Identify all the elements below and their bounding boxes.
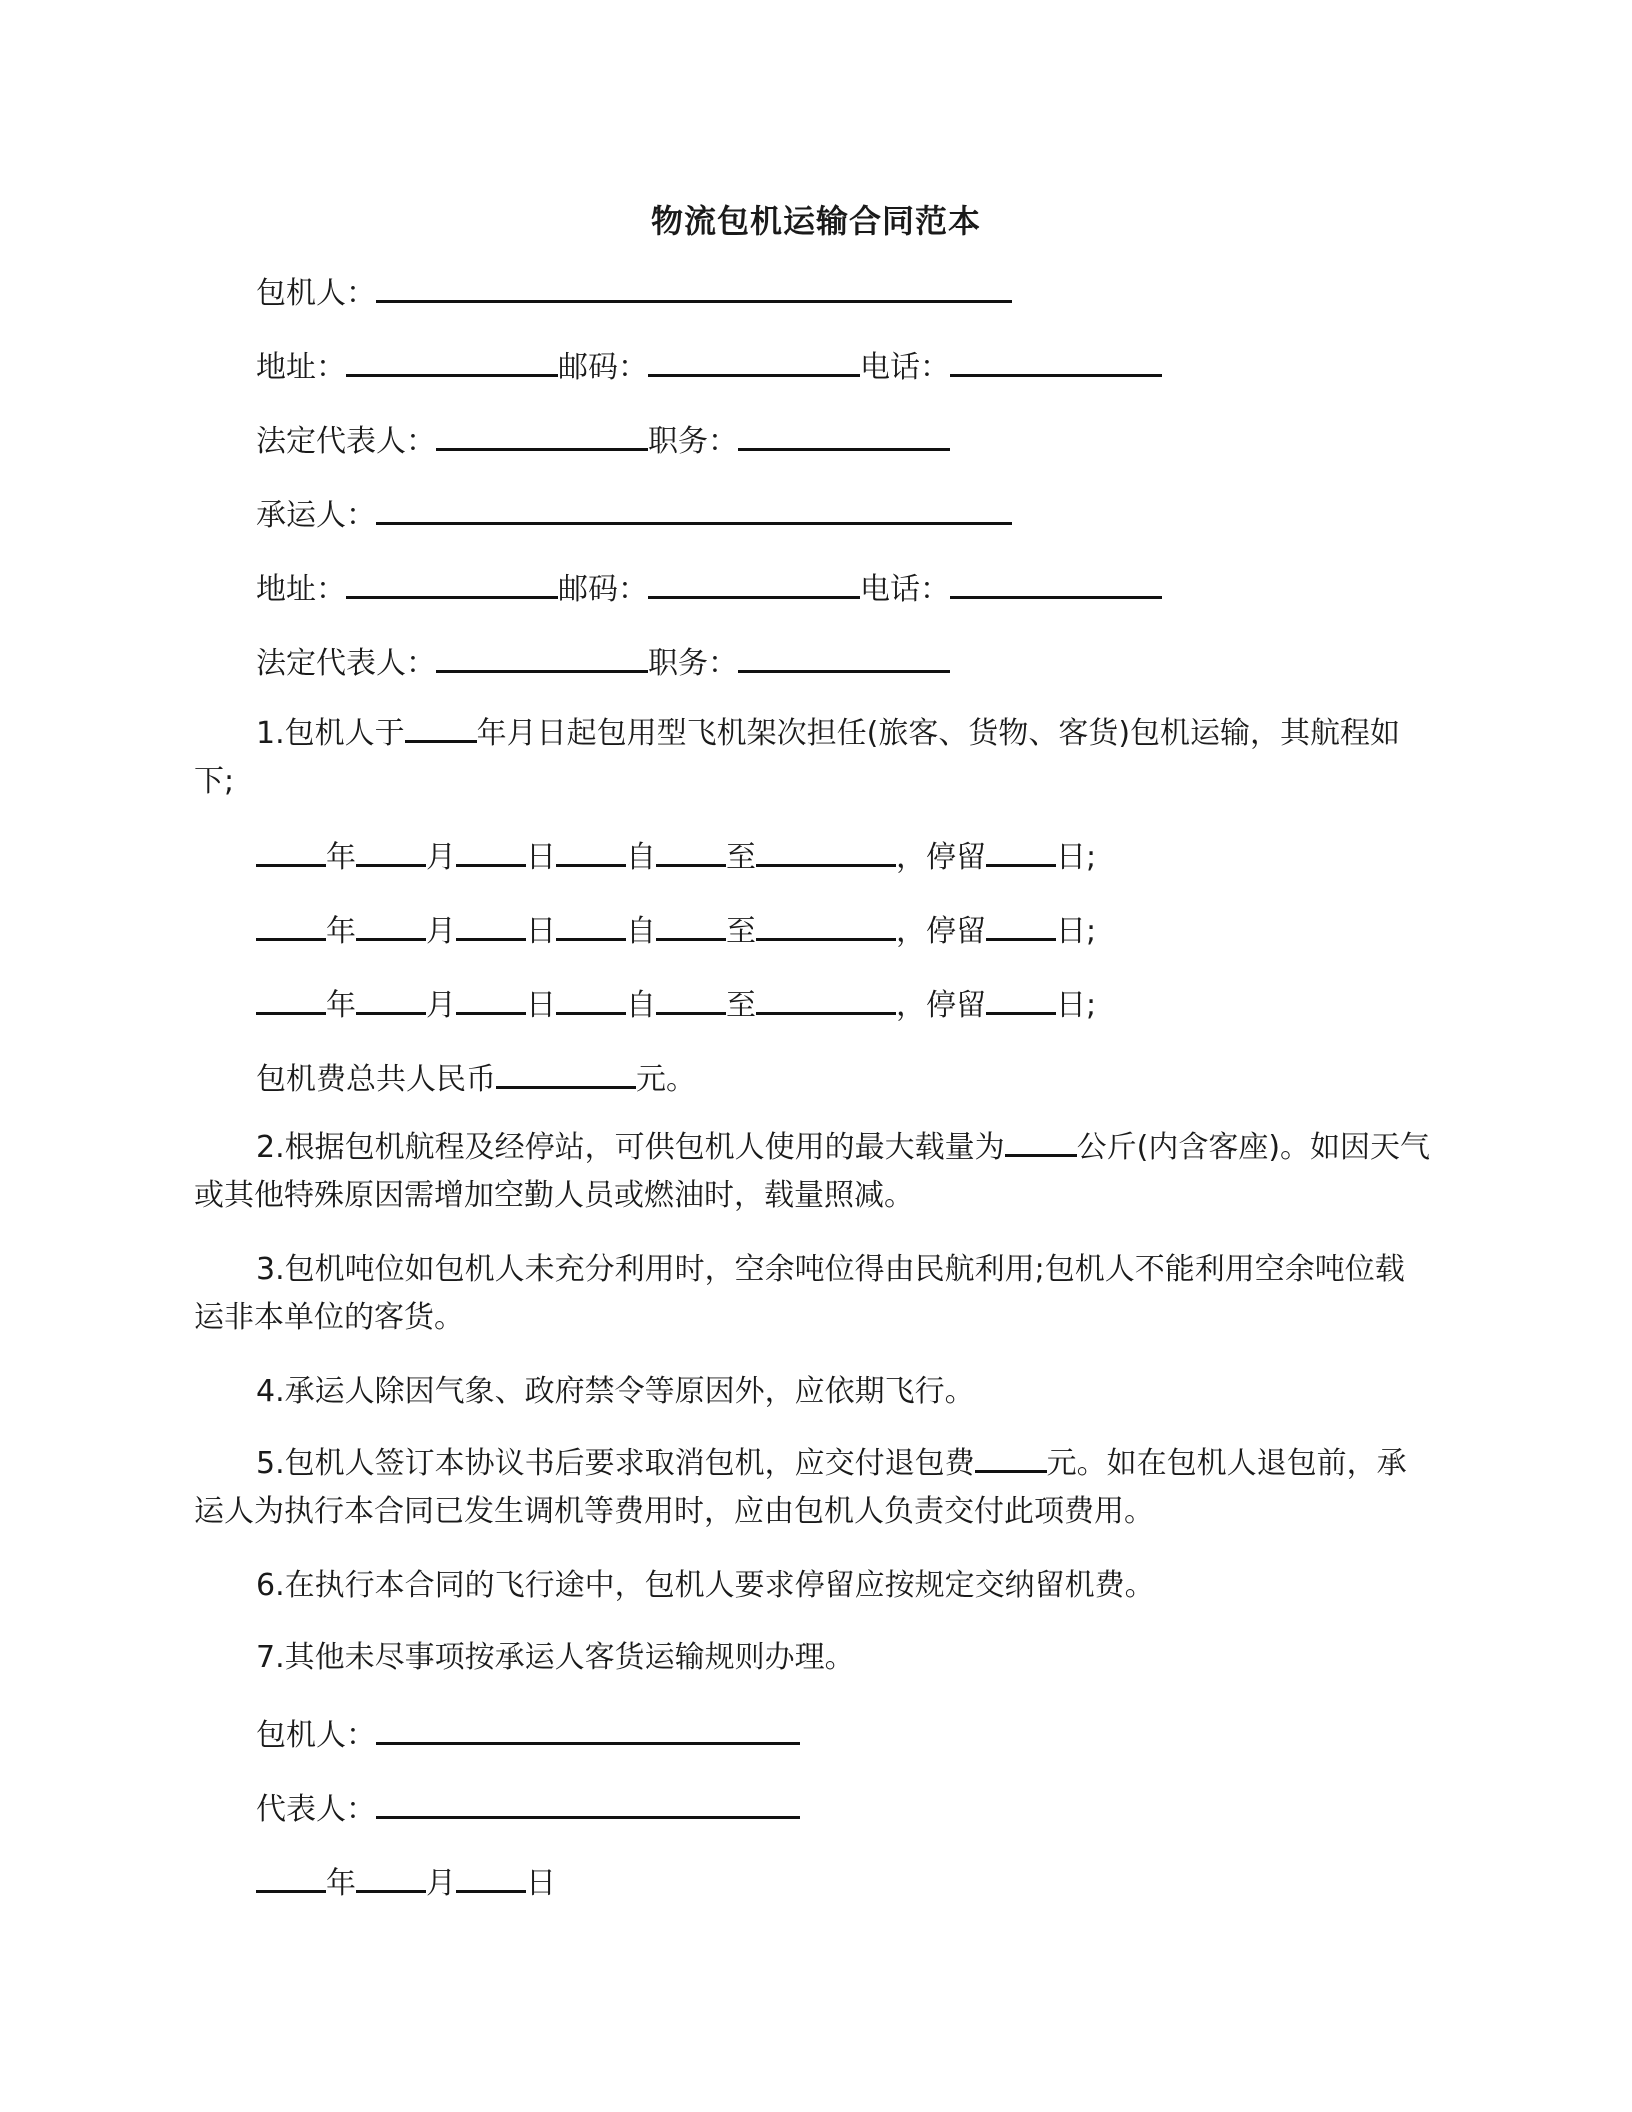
carrier-line: [256, 492, 1012, 536]
charterer-rep-line: [256, 418, 950, 462]
clause-3: 3.包机吨位如包机人未充分利用时，空余吨位得由民航利用;包机人不能利用空余吨位载运非本单位的客货。: [194, 1252, 1405, 1335]
day-label: 日: [526, 914, 556, 949]
signature-charterer-line: [256, 1712, 800, 1756]
signature-representative-label: 代表人：: [256, 1792, 376, 1827]
itinerary-year-field[interactable]: [256, 982, 326, 1015]
year-label: 年: [326, 988, 356, 1023]
clause-5-text-a: 5.包机人签订本协议书后要求取消包机，应交付退包费: [256, 1446, 975, 1481]
itinerary-month-field[interactable]: [356, 834, 426, 867]
itinerary-year-field[interactable]: [256, 834, 326, 867]
legal-rep-label: 法定代表人：: [256, 646, 436, 681]
itinerary-month-field[interactable]: [356, 908, 426, 941]
itinerary-origin-field[interactable]: [656, 834, 726, 867]
stay-label: ，停留: [896, 988, 986, 1023]
carrier-address-field[interactable]: [346, 566, 558, 599]
charterer-line: [256, 270, 1012, 314]
itinerary-stay-days-field[interactable]: [986, 908, 1056, 941]
clause-2-text-b: 公斤(内含客座)。如因天气或其他特殊原因需增加空勤人员或燃油时，载量照减。: [194, 1130, 1431, 1213]
carrier-position-field[interactable]: [738, 640, 950, 673]
from-label: 自: [626, 988, 656, 1023]
itinerary-month-field[interactable]: [356, 982, 426, 1015]
charterer-legal-rep-field[interactable]: [436, 418, 648, 451]
stay-day-label: 日;: [1056, 988, 1097, 1023]
itinerary-row-1: [256, 834, 1096, 878]
itinerary-origin-field[interactable]: [656, 908, 726, 941]
document-title: 物流包机运输合同范本: [650, 202, 981, 240]
position-label: 职务：: [648, 646, 738, 681]
charterer-phone-field[interactable]: [950, 344, 1162, 377]
clause-1-text-b: 年月日起包用型飞机架次担任(旅客、货物、客货)包机运输，其航程如下;: [194, 716, 1401, 799]
itinerary-year-field[interactable]: [256, 908, 326, 941]
carrier-phone-field[interactable]: [950, 566, 1162, 599]
day-label: 日: [526, 840, 556, 875]
charterer-label: 包机人：: [256, 276, 376, 311]
from-label: 自: [626, 914, 656, 949]
month-label: 月: [426, 988, 456, 1023]
month-label: 月: [426, 914, 456, 949]
signature-charterer-field[interactable]: [376, 1712, 800, 1745]
charterer-position-field[interactable]: [738, 418, 950, 451]
itinerary-from-field[interactable]: [556, 834, 626, 867]
carrier-rep-line: [256, 640, 950, 684]
clause-1: [194, 710, 1434, 806]
clause-5: [194, 1440, 1434, 1536]
phone-label: 电话：: [860, 350, 950, 385]
postcode-label: 邮码：: [558, 572, 648, 607]
to-label: 至: [726, 840, 756, 875]
fee-line: [256, 1056, 696, 1100]
itinerary-destination-field[interactable]: [756, 834, 896, 867]
itinerary-from-field[interactable]: [556, 908, 626, 941]
signature-date-line: [256, 1860, 556, 1904]
fee-amount-field[interactable]: [496, 1056, 636, 1089]
fee-unit-label: 元。: [636, 1062, 696, 1097]
signature-month-label: 月: [426, 1866, 456, 1901]
charterer-field[interactable]: [376, 270, 1012, 303]
day-label: 日: [526, 988, 556, 1023]
to-label: 至: [726, 988, 756, 1023]
signature-charterer-label: 包机人：: [256, 1718, 376, 1753]
from-label: 自: [626, 840, 656, 875]
charterer-address-field[interactable]: [346, 344, 558, 377]
position-label: 职务：: [648, 424, 738, 459]
year-label: 年: [326, 840, 356, 875]
carrier-legal-rep-field[interactable]: [436, 640, 648, 673]
signature-representative-field[interactable]: [376, 1786, 800, 1819]
clause-7: 7.其他未尽事项按承运人客货运输规则办理。: [256, 1640, 855, 1675]
year-label: 年: [326, 914, 356, 949]
itinerary-row-3: [256, 982, 1096, 1026]
stay-day-label: 日;: [1056, 840, 1097, 875]
max-load-field[interactable]: [1005, 1126, 1077, 1157]
clause-1-text-a: 1.包机人于: [256, 716, 405, 751]
carrier-label: 承运人：: [256, 498, 376, 533]
phone-label: 电话：: [860, 572, 950, 607]
carrier-postcode-field[interactable]: [648, 566, 860, 599]
itinerary-stay-days-field[interactable]: [986, 834, 1056, 867]
itinerary-day-field[interactable]: [456, 834, 526, 867]
clause-1-blank[interactable]: [405, 712, 477, 743]
carrier-contact-line: [256, 566, 1162, 610]
address-label: 地址：: [256, 572, 346, 607]
signature-day-field[interactable]: [456, 1860, 526, 1893]
clause-2: [194, 1124, 1434, 1220]
fee-label: 包机费总共人民币: [256, 1062, 496, 1097]
to-label: 至: [726, 914, 756, 949]
stay-label: ，停留: [896, 840, 986, 875]
itinerary-from-field[interactable]: [556, 982, 626, 1015]
itinerary-stay-days-field[interactable]: [986, 982, 1056, 1015]
carrier-field[interactable]: [376, 492, 1012, 525]
signature-month-field[interactable]: [356, 1860, 426, 1893]
clause-6: 6.在执行本合同的飞行途中，包机人要求停留应按规定交纳留机费。: [256, 1568, 1155, 1603]
signature-year-label: 年: [326, 1866, 356, 1901]
clause-2-text-a: 2.根据包机航程及经停站，可供包机人使用的最大载量为: [256, 1130, 1005, 1165]
clause-5-text-b: 元。如在包机人退包前，承运人为执行本合同已发生调机等费用时，应由包机人负责交付此项费用。: [194, 1446, 1407, 1529]
signature-year-field[interactable]: [256, 1860, 326, 1893]
signature-representative-line: [256, 1786, 800, 1830]
cancellation-fee-field[interactable]: [975, 1442, 1047, 1473]
charterer-postcode-field[interactable]: [648, 344, 860, 377]
legal-rep-label: 法定代表人：: [256, 424, 436, 459]
itinerary-day-field[interactable]: [456, 908, 526, 941]
month-label: 月: [426, 840, 456, 875]
charterer-contact-line: [256, 344, 1162, 388]
itinerary-day-field[interactable]: [456, 982, 526, 1015]
itinerary-destination-field[interactable]: [756, 908, 896, 941]
clause-4: 4.承运人除因气象、政府禁令等原因外，应依期飞行。: [256, 1374, 975, 1409]
stay-label: ，停留: [896, 914, 986, 949]
stay-day-label: 日;: [1056, 914, 1097, 949]
itinerary-row-2: [256, 908, 1096, 952]
itinerary-origin-field[interactable]: [656, 982, 726, 1015]
signature-day-label: 日: [526, 1866, 556, 1901]
itinerary-destination-field[interactable]: [756, 982, 896, 1015]
postcode-label: 邮码：: [558, 350, 648, 385]
address-label: 地址：: [256, 350, 346, 385]
